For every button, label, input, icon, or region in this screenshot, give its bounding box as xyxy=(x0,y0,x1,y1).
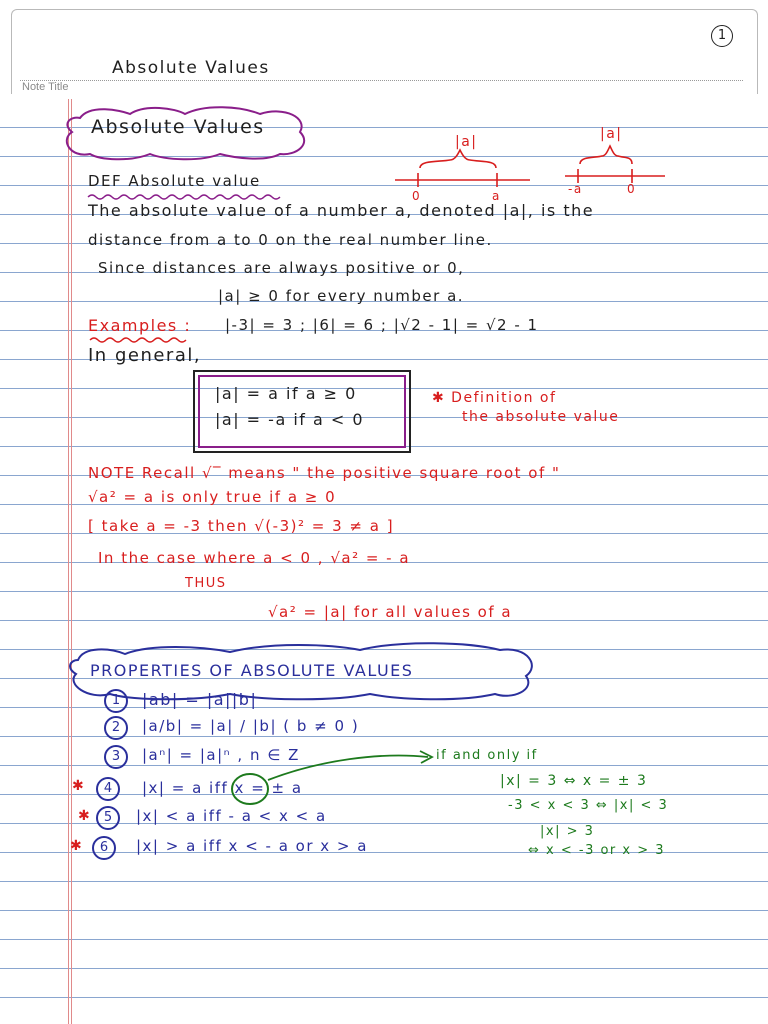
number-line-right-tick-0: -a xyxy=(568,182,583,196)
property-number-2: 2 xyxy=(104,716,128,740)
property-5-text: |x| < a iff - a < x < a xyxy=(136,807,327,825)
green-example-3a: |x| > 3 xyxy=(540,824,595,839)
number-line-left-tick-0: 0 xyxy=(412,189,422,203)
note-line-2: √a² = a is only true if a ≥ 0 xyxy=(88,488,337,506)
note-title-label: Note Title xyxy=(22,81,69,93)
iff-note: if and only if xyxy=(436,748,538,763)
property-number-6: 6 xyxy=(92,836,116,860)
property-number-3: 3 xyxy=(104,745,128,769)
properties-heading: PROPERTIES OF ABSOLUTE VALUES xyxy=(90,661,414,680)
note-line-6: √a² = |a| for all values of a xyxy=(268,603,513,621)
property-4-star: ✱ xyxy=(72,778,84,794)
general-label: In general, xyxy=(88,345,202,366)
note-line-3: [ take a = -3 then √(-3)² = 3 ≠ a ] xyxy=(88,517,395,535)
property-6-text: |x| > a iff x < - a or x > a xyxy=(136,837,368,855)
brace-right xyxy=(580,146,632,164)
definition-line-1: The absolute value of a number a, denoted |a|, is the xyxy=(88,201,595,220)
note-line-4: In the case where a < 0 , √a² = - a xyxy=(98,549,411,567)
definition-line-3: Since distances are always positive or 0, xyxy=(98,259,465,277)
definition-line-2: distance from a to 0 on the real number line. xyxy=(88,231,493,249)
definition-line-4: |a| ≥ 0 for every number a. xyxy=(218,287,465,305)
property-number-4: 4 xyxy=(96,777,120,801)
green-example-3b: ⇔ x < -3 or x > 3 xyxy=(528,843,666,858)
definition-box-line-2: |a| = -a if a < 0 xyxy=(215,410,365,429)
section-heading: Absolute Values xyxy=(91,116,265,138)
examples-text: |-3| = 3 ; |6| = 6 ; |√2 - 1| = √2 - 1 xyxy=(225,316,539,334)
green-example-2: -3 < x < 3 ⇔ |x| < 3 xyxy=(508,798,669,813)
property-number-5: 5 xyxy=(96,806,120,830)
note-line-5: THUS xyxy=(185,576,227,591)
examples-underline xyxy=(90,338,186,342)
property-3-text: |aⁿ| = |a|ⁿ , n ∈ Z xyxy=(142,746,300,764)
definition-box-line-1: |a| = a if a ≥ 0 xyxy=(215,384,357,403)
property-number-1: 1 xyxy=(104,689,128,713)
property-5-star: ✱ xyxy=(78,808,90,824)
green-example-1: |x| = 3 ⇔ x = ± 3 xyxy=(500,773,648,789)
examples-label: Examples : xyxy=(88,316,192,335)
def-underline xyxy=(88,195,280,199)
note-line-1: NOTE Recall √‾ means " the positive square root of " xyxy=(88,464,561,482)
page-number: 1 xyxy=(711,25,733,47)
number-line-left-label: |a| xyxy=(455,134,478,150)
definition-note-line-2: the absolute value xyxy=(462,409,620,425)
brace-left xyxy=(420,150,496,168)
property-4-text: |x| = a iff x = ± a xyxy=(142,779,303,797)
definition-heading: DEF Absolute value xyxy=(88,172,261,190)
property-6-star: ✱ xyxy=(70,838,82,854)
number-line-right-label: |a| xyxy=(600,126,623,142)
property-2-text: |a/b| = |a| / |b| ( b ≠ 0 ) xyxy=(142,717,360,735)
property-1-text: |ab| = |a||b| xyxy=(142,690,258,709)
number-line-left-tick-1: a xyxy=(492,189,501,203)
number-line-right-tick-1: 0 xyxy=(627,182,637,196)
note-title[interactable]: Absolute Values xyxy=(112,58,270,78)
definition-note-line-1: ✱ Definition of xyxy=(432,390,557,406)
